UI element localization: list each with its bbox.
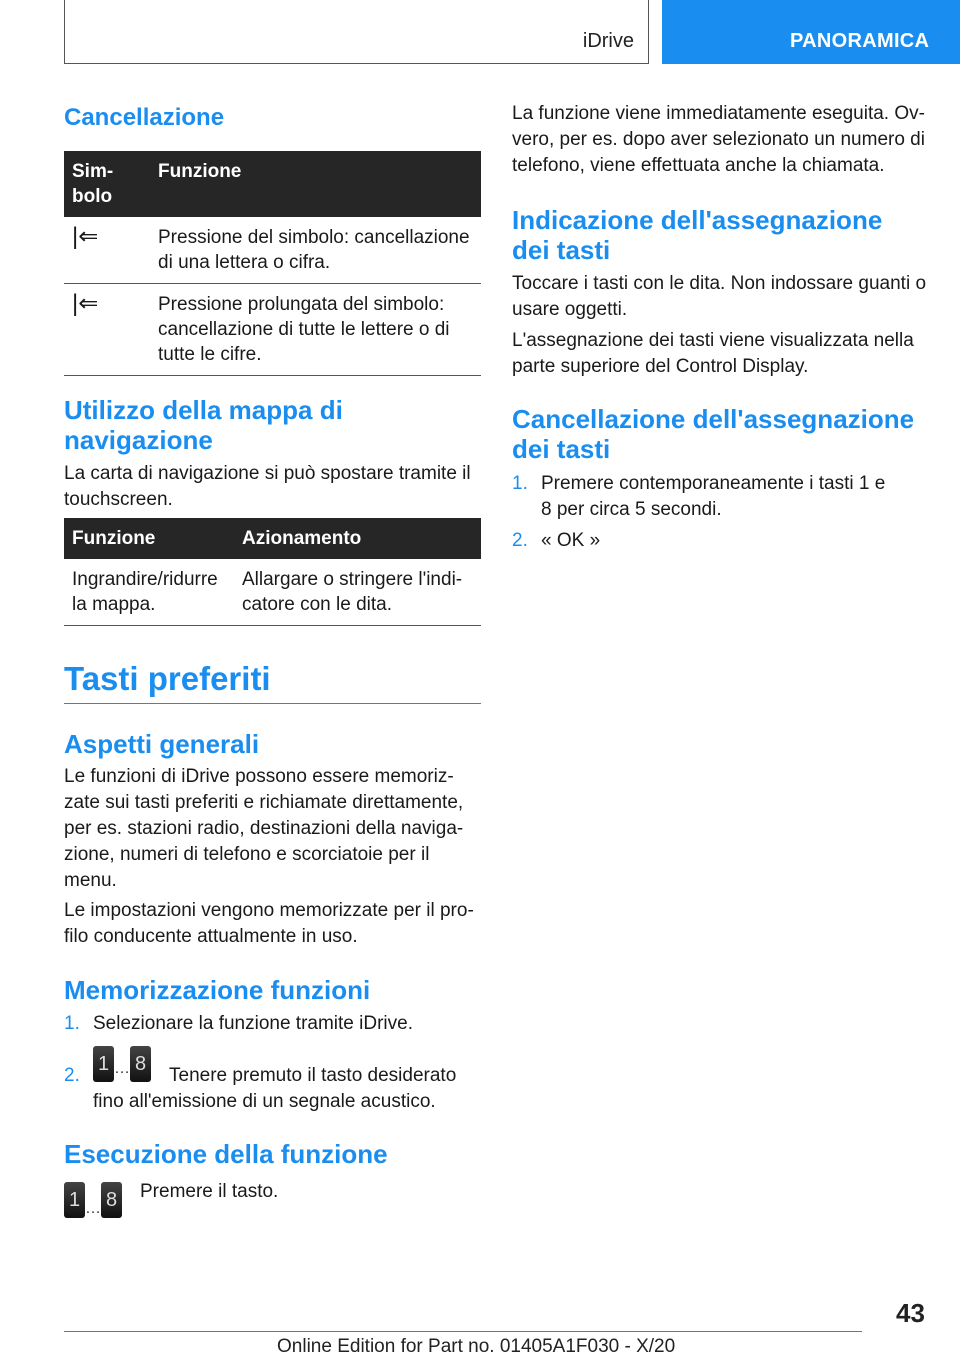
list-text: Tenere premuto il tasto desiderato fino all'emissione di un segnale acustico. — [93, 1065, 457, 1112]
header-section-label: iDrive — [582, 30, 634, 52]
delete-heading: Cancellazione dell'assegnazione dei tasti — [512, 404, 915, 464]
backspace-icon: |⇐ — [72, 223, 99, 250]
header-chapter-label: PANORAMICA — [790, 30, 930, 52]
display-paragraph-1: Toccare i tasti con le dita. Non indossare guanti o usare oggetti. — [512, 273, 927, 320]
favorite-keys-icon: 1 … 8 — [64, 1182, 122, 1218]
general-paragraph-1: Le funzioni di iDrive possono essere memorizzate sui tasti preferiti e richiamate direttamente, per es. stazioni radio, destinazioni della navigazione, numeri di telefono e scorciatoie per il menu. — [64, 766, 464, 891]
list-text: Selezionare la funzione tramite iDrive. — [93, 1013, 413, 1034]
display-heading: Indicazione dell'assegnazione dei tasti — [512, 205, 883, 265]
list-number: 2. — [512, 530, 528, 551]
header-chapter-tab — [662, 0, 960, 64]
map-text: La carta di navigazione si può spostare tramite il touchscreen. — [64, 463, 471, 510]
map-heading: Utilizzo della mappa di navigazione — [64, 395, 343, 455]
table-row — [64, 284, 481, 376]
store-heading: Memorizzazione funzioni — [64, 975, 371, 1005]
right-intro: La funzione viene immediatamente eseguita. Ovvero, per es. dopo aver selezionato un numero di telefono, viene effettuata anche la chiamata. — [512, 103, 925, 176]
table-row — [64, 559, 481, 626]
page-number: 43 — [896, 1298, 925, 1328]
cancel-row-text: Pressione prolungata del simbolo: cancellazione di tutte le lettere o di tutte le cifre. — [150, 284, 481, 376]
list-text: Premere contemporaneamente i tasti 1 e 8 per circa 5 secondi. — [541, 473, 886, 520]
cancel-row-text: Pressione del simbolo: cancellazione di una lettera o cifra. — [150, 217, 481, 284]
cancel-table-header-symbol: Sim- bolo — [64, 151, 150, 217]
favorites-title-rule — [64, 703, 481, 704]
exec-text: Premere il tasto. — [140, 1181, 279, 1202]
exec-heading: Esecuzione della funzione — [64, 1139, 388, 1169]
list-number: 2. — [64, 1065, 80, 1086]
general-paragraph-2: Le impostazioni vengono memorizzate per il profilo conducente attualmente in uso. — [64, 900, 474, 947]
list-number: 1. — [64, 1013, 80, 1034]
cancel-table — [64, 151, 481, 376]
general-heading: Aspetti generali — [64, 729, 260, 759]
cancel-table-header-function: Funzione — [150, 151, 481, 217]
map-row-function: Ingrandire/ridurre la mappa. — [64, 559, 234, 626]
list-text: « OK » — [541, 530, 601, 551]
cancel-heading: Cancellazione — [64, 104, 225, 131]
backspace-icon: |⇐ — [72, 290, 99, 317]
map-row-action: Allargare o stringere l'indicatore con le dita. — [234, 559, 481, 626]
footer-edition: Online Edition for Part no. 01405A1F030 - X/20 — [277, 1336, 676, 1357]
map-table — [64, 518, 481, 626]
list-item — [64, 1046, 481, 1116]
favorites-title: Tasti preferiti — [64, 660, 271, 697]
table-row — [64, 217, 481, 284]
header-section-box — [64, 0, 649, 64]
map-table-header-action: Azionamento — [234, 518, 481, 559]
footer-rule — [64, 1331, 862, 1332]
display-paragraph-2: L'assegnazione dei tasti viene visualizzata nella parte superiore del Control Display. — [512, 330, 914, 377]
list-number: 1. — [512, 473, 528, 494]
favorite-keys-icon: 1 … 8 — [93, 1046, 151, 1082]
map-table-header-function: Funzione — [64, 518, 234, 559]
